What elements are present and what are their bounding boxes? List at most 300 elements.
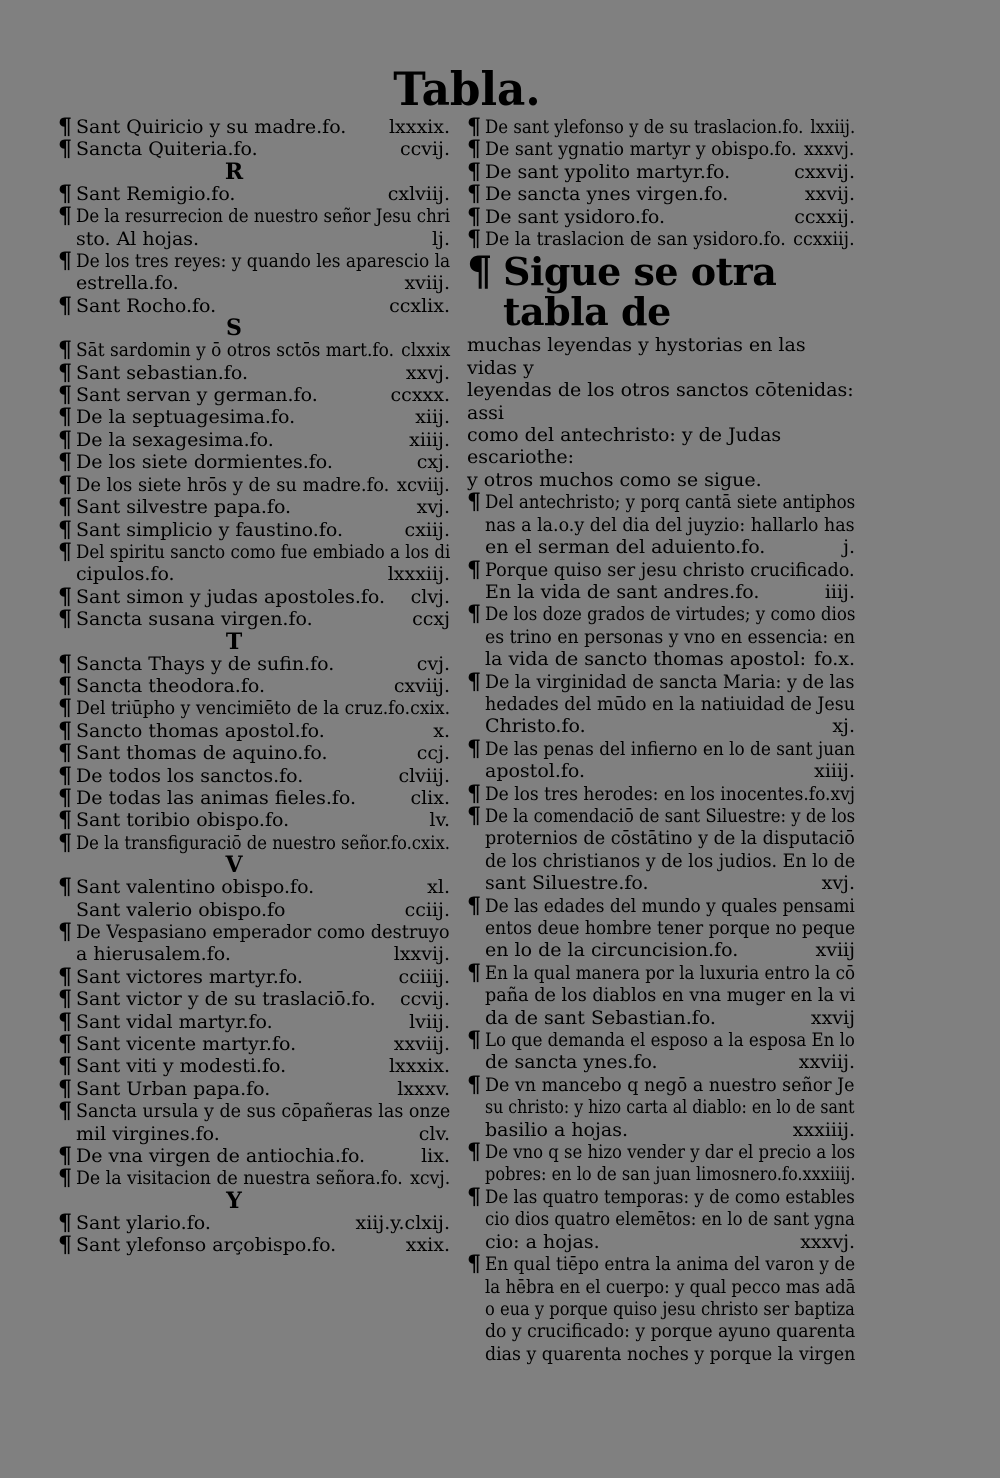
entry-body — [76, 675, 450, 697]
entry-text: Sant vidal martyr.fo. — [76, 1010, 273, 1033]
entry-body — [485, 962, 855, 984]
entry-text: De la visitacion de nuestra señora.fo. — [76, 1167, 403, 1190]
index-entry-continuation — [467, 1298, 855, 1320]
index-entry — [58, 1232, 450, 1259]
folio-ref: xl. — [427, 876, 450, 899]
index-entry-continuation — [467, 939, 855, 961]
index-entry — [58, 471, 450, 498]
folio-ref: xcvj. — [410, 1167, 451, 1190]
pilcrow-icon: ¶ — [467, 1071, 481, 1098]
index-entry-continuation — [467, 760, 855, 782]
entry-body — [485, 626, 855, 648]
entry-text: De sant ygnatio martyr y obispo.fo. — [485, 138, 797, 161]
folio-ref: xcviij. — [396, 473, 450, 496]
entry-text: Sancta ursula y de sus cōpañeras las onze — [76, 1100, 451, 1123]
pilcrow-icon: ¶ — [467, 136, 481, 163]
pilcrow-icon: ¶ — [58, 1031, 72, 1058]
entry-body — [76, 899, 450, 921]
pilcrow-icon: ¶ — [467, 959, 481, 986]
pilcrow-icon: ¶ — [58, 426, 72, 453]
entry-body — [76, 921, 450, 943]
pilcrow-icon: ¶ — [58, 829, 72, 856]
entry-text: De la resurrecion de nuestro señor Jesu chri — [76, 205, 451, 228]
entry-text: hedades del mūdo en la natiuidad de Jesu — [485, 692, 855, 715]
index-entry-continuation — [58, 943, 450, 965]
pilcrow-icon: ¶ — [58, 1053, 72, 1080]
folio-ref: j. — [843, 536, 855, 559]
index-entry — [467, 802, 856, 829]
entry-text: la vida de sancto thomas apostol: — [485, 648, 806, 671]
index-entry — [58, 807, 450, 834]
entry-text: En la qual manera por la luxuria entro la cō — [485, 961, 855, 984]
entry-body — [76, 116, 450, 138]
index-entry — [58, 1143, 450, 1170]
entry-text: De la sexagesima.fo. — [76, 428, 274, 451]
entry-text: en lo de la circuncision.fo. — [485, 939, 739, 962]
entry-body — [485, 228, 855, 250]
pilcrow-icon: ¶ — [467, 248, 492, 296]
pilcrow-icon: ¶ — [58, 807, 72, 834]
entry-body — [76, 1011, 450, 1033]
entry-text: De la transfiguraciō de nuestro señor.fo.cxix. — [76, 831, 450, 854]
pilcrow-icon: ¶ — [58, 516, 72, 543]
entry-body — [485, 536, 855, 558]
intro-line: leyendas de los otros sanctos cōtenidas: assi — [467, 379, 854, 424]
index-entry-continuation — [467, 1096, 855, 1118]
pilcrow-icon: ¶ — [58, 359, 72, 386]
folio-ref: cxxvij. — [794, 160, 855, 183]
index-entry — [58, 1031, 450, 1058]
pilcrow-icon: ¶ — [58, 404, 72, 431]
pilcrow-icon: ¶ — [58, 136, 72, 163]
entry-text: De sancta ynes virgen.fo. — [485, 183, 729, 206]
section-intro — [467, 334, 855, 491]
folio-ref: cxlviij. — [387, 182, 450, 205]
entry-body — [485, 1163, 855, 1185]
index-entry — [467, 1071, 855, 1098]
folio-ref: xxvij — [810, 1006, 855, 1029]
index-entry-continuation — [467, 872, 855, 894]
pilcrow-icon: ¶ — [58, 1008, 72, 1035]
pilcrow-icon: ¶ — [58, 449, 72, 476]
entry-text: De la virginidad de sancta Maria: y de las — [485, 670, 855, 693]
index-entry — [58, 1008, 450, 1035]
entry-text: apostol.fo. — [485, 760, 586, 783]
index-entry — [58, 583, 450, 610]
entry-body — [76, 429, 450, 451]
entry-text: Sant valentino obispo.fo. — [76, 876, 315, 899]
entry-body — [76, 1100, 450, 1122]
index-entry — [58, 426, 450, 453]
entry-body — [485, 1320, 855, 1342]
index-entry — [58, 784, 450, 811]
folio-ref: lxxxv. — [397, 1077, 450, 1100]
pilcrow-icon: ¶ — [467, 226, 481, 253]
index-entry — [467, 226, 855, 253]
entry-body — [485, 1253, 855, 1275]
entry-text: De las penas del infierno en lo de sant juan — [485, 737, 856, 760]
index-entry-continuation — [58, 899, 450, 921]
entry-text: Sant servan y german.fo. — [76, 384, 318, 407]
index-entry-continuation — [467, 626, 855, 648]
index-entry — [58, 695, 451, 722]
right-column — [467, 116, 855, 1365]
folio-ref: cxj. — [416, 451, 450, 474]
folio-ref: xxvij. — [804, 183, 855, 206]
pilcrow-icon: ¶ — [58, 784, 72, 811]
entry-body — [485, 1029, 855, 1051]
index-entry — [467, 203, 855, 230]
entry-body — [485, 138, 854, 160]
pilcrow-icon: ¶ — [58, 180, 72, 207]
entry-body — [76, 966, 450, 988]
entry-text: sto. Al hojas. — [76, 227, 200, 250]
pilcrow-icon: ¶ — [58, 1075, 72, 1102]
entry-body — [485, 1007, 855, 1029]
entry-body — [485, 1208, 855, 1230]
folio-ref: x. — [433, 719, 450, 742]
entry-body — [76, 832, 450, 854]
index-entry — [58, 650, 450, 677]
entry-text: su christo: y hizo carta al diablo: en lo de sant — [485, 1096, 855, 1119]
pilcrow-icon: ¶ — [467, 556, 481, 583]
folio-ref: ccvij. — [399, 138, 450, 161]
index-entry — [58, 1075, 450, 1102]
index-entry — [467, 1183, 855, 1210]
index-entry — [58, 136, 450, 163]
entry-body — [485, 850, 855, 872]
entry-body — [485, 206, 855, 228]
section-letter: Y — [226, 1187, 242, 1214]
folio-ref: lxxiij. — [810, 116, 856, 138]
entry-text: De la traslacion de san ysidoro.fo. — [485, 228, 786, 251]
pilcrow-icon: ¶ — [467, 181, 481, 208]
entry-body — [76, 474, 450, 496]
pilcrow-icon: ¶ — [58, 650, 72, 677]
index-entry-continuation — [467, 514, 855, 536]
folio-ref: ccxxiij. — [793, 228, 855, 251]
entry-text: Sant victores martyr.fo. — [76, 965, 303, 988]
folio-ref: xxxvj. — [804, 138, 855, 161]
entry-text: En qual tiēpo entra la anima del varon y de — [485, 1253, 856, 1276]
entry-body — [76, 362, 450, 384]
entry-body — [76, 384, 450, 406]
entry-body — [485, 1186, 855, 1208]
entry-text: Sancta Quiteria.fo. — [76, 138, 258, 161]
entry-text: De todas las animas fieles.fo. — [76, 786, 357, 809]
index-entry — [58, 717, 450, 744]
entry-text: a hierusalem.fo. — [76, 943, 231, 966]
index-entry — [58, 337, 451, 364]
entry-text: Lo que demanda el esposo a la esposa En lo — [485, 1029, 855, 1052]
folio-ref: lxxxix. — [388, 1055, 450, 1078]
entry-body — [485, 671, 854, 693]
section-heading — [467, 248, 855, 335]
pilcrow-icon: ¶ — [58, 583, 72, 610]
entry-text: Sant Urban papa.fo. — [76, 1077, 271, 1100]
pilcrow-icon: ¶ — [467, 114, 481, 140]
entry-text: De las edades del mundo y quales pensami — [485, 894, 855, 917]
entry-text: De vna virgen de antiochia.fo. — [76, 1145, 366, 1168]
index-entry — [58, 516, 450, 543]
pilcrow-icon: ¶ — [58, 1165, 72, 1192]
folio-ref: lxxxiij. — [387, 563, 450, 586]
entry-text: Sant simon y judas apostoles.fo. — [76, 585, 386, 608]
entry-body — [485, 1276, 855, 1298]
pilcrow-icon: ¶ — [58, 538, 72, 565]
entry-body — [485, 984, 855, 1006]
pilcrow-icon: ¶ — [467, 1183, 481, 1210]
entry-body — [76, 1234, 450, 1256]
entry-text: Sant sebastian.fo. — [76, 361, 248, 384]
intro-line: como del antechristo: y de Judas escariothe: — [467, 424, 782, 469]
index-entry — [467, 181, 855, 208]
index-entry — [467, 1251, 856, 1278]
section-letter: R — [224, 158, 244, 185]
entry-body — [485, 715, 855, 737]
entry-body — [485, 603, 855, 625]
entry-body — [76, 1123, 450, 1145]
index-entry — [58, 359, 450, 386]
entry-text: De los siete dormientes.fo. — [76, 451, 333, 474]
index-entry — [58, 740, 450, 767]
entry-body — [485, 116, 855, 138]
entry-text: Sancto thomas apostol.fo. — [76, 719, 325, 742]
folio-ref: ccvij. — [399, 988, 450, 1011]
entry-body — [485, 514, 855, 536]
entry-text: entos deue hombre tener porque no peque — [485, 917, 856, 939]
pilcrow-icon: ¶ — [467, 892, 481, 919]
index-entry-continuation — [467, 1163, 855, 1185]
pilcrow-icon: ¶ — [58, 695, 72, 722]
entry-text: De sant ylefonso y de su traslacion.fo. — [485, 116, 804, 138]
entry-text: de sancta ynes.fo. — [485, 1051, 658, 1074]
entry-body — [76, 1055, 450, 1077]
entry-body — [485, 693, 855, 715]
entry-body — [76, 608, 450, 630]
folio-ref: clviij. — [398, 764, 450, 787]
pilcrow-icon: ¶ — [467, 1251, 481, 1278]
section-letter: T — [225, 628, 243, 655]
entry-text: paña de los diablos en vna muger en la vi — [485, 984, 856, 1007]
index-entry — [58, 1165, 451, 1192]
entry-text: De vno q se hizo vender y dar el precio a los — [485, 1141, 856, 1164]
entry-text: la hēbra en el cuerpo: y qual pecco mas adā — [485, 1275, 856, 1298]
entry-text: De sant ysidoro.fo. — [485, 205, 666, 228]
entry-body — [485, 1119, 855, 1141]
index-entry-continuation — [467, 850, 855, 872]
entry-body — [485, 1096, 854, 1118]
entry-text: Sant vicente martyr.fo. — [76, 1033, 297, 1056]
entry-body — [76, 541, 450, 563]
entry-body — [76, 809, 450, 831]
entry-text: Sant Quiricio y su madre.fo. — [76, 116, 347, 138]
pilcrow-icon: ¶ — [58, 471, 72, 498]
entry-body — [76, 653, 450, 675]
index-entry-continuation — [58, 563, 450, 585]
pilcrow-icon: ¶ — [58, 292, 72, 319]
index-entry — [467, 668, 855, 695]
section-letter: S — [226, 315, 242, 342]
entry-text: sant Siluestre.fo. — [485, 872, 649, 895]
entry-body — [485, 581, 855, 603]
index-entry — [467, 959, 855, 986]
index-entry-continuation — [467, 536, 855, 558]
index-entry — [58, 829, 450, 856]
entry-body — [485, 738, 855, 760]
folio-ref: clix. — [410, 786, 450, 809]
pilcrow-icon: ¶ — [467, 735, 481, 762]
entry-text: Sant ylefonso arçobispo.fo. — [76, 1234, 337, 1257]
entry-text: Sant thomas de aquino.fo. — [76, 742, 328, 765]
entry-text: cio dios quatro elemētos: en lo de sant ygna — [485, 1208, 855, 1231]
pilcrow-icon: ¶ — [58, 1209, 72, 1236]
entry-body — [76, 1078, 450, 1100]
entry-text: o eua y porque quiso jesu christo ser baptiza — [485, 1297, 855, 1320]
pilcrow-icon: ¶ — [467, 802, 481, 829]
entry-body — [76, 406, 450, 428]
index-entry — [467, 116, 855, 138]
folio-ref: xiij. — [415, 406, 450, 429]
entry-text: Sancta theodora.fo. — [76, 674, 266, 697]
entry-body — [76, 496, 450, 518]
pilcrow-icon: ¶ — [58, 606, 72, 633]
index-entry — [467, 735, 856, 762]
entry-text: De Vespasiano emperador como destruyo — [76, 921, 450, 943]
page-title: Tabla. — [393, 62, 541, 116]
folio-ref: lxxvij. — [393, 943, 450, 966]
index-entry — [58, 986, 450, 1013]
entry-body — [76, 1033, 450, 1055]
folio-ref: xiiij. — [814, 760, 855, 783]
folio-ref: lj. — [431, 227, 450, 250]
entry-body — [76, 943, 450, 965]
entry-body — [485, 895, 855, 917]
pilcrow-icon: ¶ — [58, 672, 72, 699]
entry-text: Sāt sardomin y ō otros sctōs mart.fo. — [76, 339, 395, 362]
folio-ref: cciiij. — [398, 965, 450, 988]
pilcrow-icon: ¶ — [58, 919, 72, 945]
index-entry-continuation — [467, 693, 855, 715]
entry-text: Del spiritu sancto como fue embiado a los di — [76, 540, 451, 563]
index-entry — [467, 780, 856, 807]
pilcrow-icon: ¶ — [467, 489, 481, 516]
folio-ref: xxvj. — [405, 361, 450, 384]
index-entry-continuation — [467, 1119, 855, 1141]
entry-text: Sancta Thays y de sufin.fo. — [76, 652, 335, 675]
entry-text: basilio a hojas. — [485, 1118, 629, 1141]
index-entry — [58, 1053, 450, 1080]
entry-text: De todos los sanctos.fo. — [76, 764, 304, 787]
folio-ref: xiij.y.clxij. — [355, 1211, 450, 1234]
index-entry — [467, 489, 856, 516]
folio-ref: lix. — [421, 1145, 450, 1168]
folio-ref: cxiij. — [404, 518, 450, 541]
entry-body — [76, 742, 450, 764]
pilcrow-icon: ¶ — [58, 382, 72, 409]
folio-ref: xvj. — [821, 872, 855, 895]
index-entry — [467, 1027, 855, 1054]
intro-line: muchas leyendas y hystorias en las vidas y — [467, 334, 806, 379]
folio-ref: xviij. — [404, 272, 450, 295]
right-top-entries — [467, 114, 856, 253]
pilcrow-icon: ¶ — [467, 780, 481, 807]
left-column — [58, 116, 450, 1257]
pilcrow-icon: ¶ — [58, 114, 72, 140]
entry-body — [76, 697, 450, 719]
pilcrow-icon: ¶ — [58, 986, 72, 1013]
index-entry-continuation — [467, 1276, 855, 1298]
entry-text: De los tres reyes: y quando les aparescio la — [76, 250, 451, 273]
folio-ref: clv. — [418, 1122, 450, 1145]
entry-body — [76, 765, 450, 787]
entry-text: De sant ypolito martyr.fo. — [485, 160, 731, 183]
entry-text: De la septuagesima.fo. — [76, 406, 296, 429]
intro-line: y otros muchos como se sigue. — [467, 468, 762, 491]
entry-body — [485, 939, 855, 961]
entry-text: da de sant Sebastian.fo. — [485, 1006, 716, 1029]
entry-body — [485, 917, 855, 939]
index-entry-continuation — [467, 648, 855, 670]
folio-ref: xiiij. — [409, 428, 450, 451]
folio-ref: cxviij. — [393, 674, 450, 697]
entry-text: Del triūpho y vencimiēto de la cruz.fo.cxix. — [76, 697, 451, 720]
entry-body — [485, 1298, 855, 1320]
folio-ref: xxix. — [405, 1234, 450, 1257]
index-entry-continuation — [467, 581, 855, 603]
index-entry — [58, 921, 450, 943]
entry-body — [485, 183, 855, 205]
entry-body — [76, 519, 450, 541]
index-entry-continuation — [467, 1208, 855, 1230]
entry-body — [76, 339, 450, 361]
entry-text: pobres: en lo de san juan limosnero.fo.xxxiiij. — [485, 1163, 856, 1186]
entry-body — [76, 250, 450, 272]
entry-text: De los doze grados de virtudes; y como dios — [485, 603, 856, 626]
index-entry-continuation — [467, 1343, 855, 1365]
entry-body — [76, 295, 450, 317]
index-entry — [467, 556, 855, 583]
index-entry — [58, 874, 450, 901]
entry-body — [485, 1051, 855, 1073]
folio-ref: iiij. — [824, 580, 855, 603]
index-entry-continuation — [58, 228, 450, 250]
index-entry-continuation — [467, 1007, 855, 1029]
index-entry — [58, 382, 450, 409]
entry-body — [76, 138, 450, 160]
entry-text: Del antechristo; y porq cantā siete antiphos — [485, 491, 856, 514]
entry-text: dias y quarenta noches y porque la virgen — [485, 1342, 856, 1365]
index-entry-continuation — [467, 917, 855, 939]
entry-text: De los tres herodes: en los inocentes.fo.xvj — [485, 782, 856, 805]
pilcrow-icon: ¶ — [58, 1143, 72, 1170]
pilcrow-icon: ¶ — [58, 963, 72, 990]
folio-ref: xviij — [815, 939, 855, 962]
entry-text: Sant silvestre papa.fo. — [76, 496, 292, 519]
index-entry — [58, 1098, 451, 1125]
section-letter: V — [225, 852, 243, 879]
index-entry — [58, 494, 450, 521]
entry-text: mil virgines.fo. — [76, 1122, 220, 1145]
pilcrow-icon: ¶ — [58, 248, 72, 275]
entry-body — [485, 559, 855, 581]
entry-body — [76, 1145, 450, 1167]
pilcrow-icon: ¶ — [467, 1139, 481, 1166]
entry-body — [76, 586, 450, 608]
entry-text: do y crucificado: y porque ayuno quarenta — [485, 1320, 856, 1343]
entry-text: De los siete hrōs y de su madre.fo. — [76, 473, 390, 496]
folio-ref: cvj. — [416, 652, 450, 675]
